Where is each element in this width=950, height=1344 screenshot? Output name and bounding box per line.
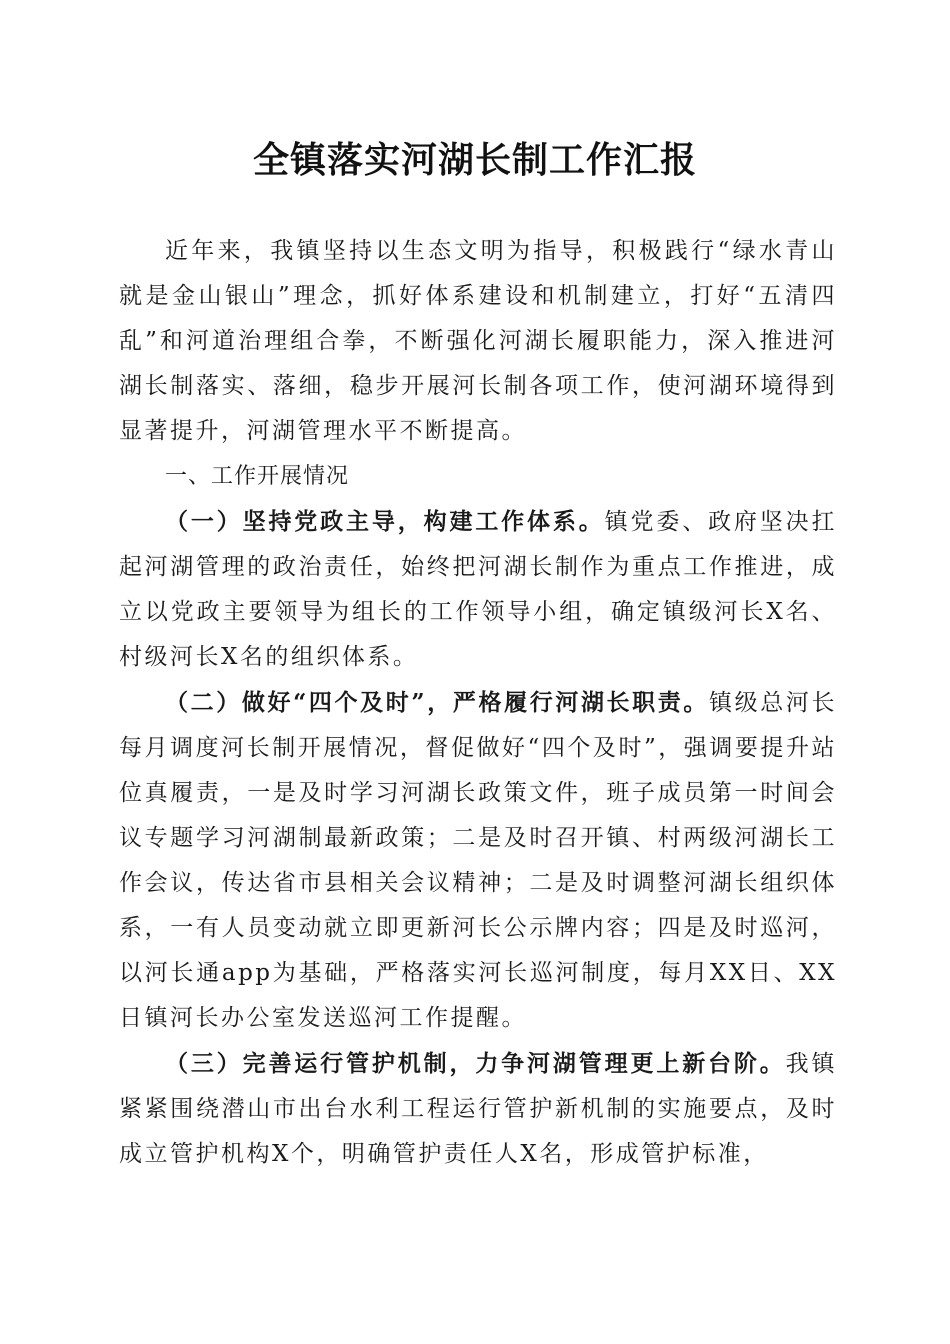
subsection-2-heading: （二）做好“四个及时”，严格履行河湖长职责。 — [165, 689, 710, 716]
subsection-1-paragraph — [119, 499, 837, 680]
subsection-3-paragraph — [119, 1041, 837, 1177]
subsection-2-paragraph — [119, 680, 837, 1041]
section-heading: 一、工作开展情况 — [165, 464, 350, 489]
subsection-3-heading: （三）完善运行管护机制，力争河湖管理更上新台阶。 — [165, 1050, 786, 1077]
subsection-3-text: 我镇紧紧围绕潜山市出台水利工程运行管护新机制的实施要点，及时成立管护机构X个，明确管护责任人X名，形成管护标准， — [119, 1051, 838, 1167]
subsection-1-text: 镇党委、政府坚决扛起河湖管理的政治责任，始终把河湖长制作为重点工作推进，成立以党政主要领导为组长的工作领导小组，确定镇级河长X名、村级河长X名的组织体系。 — [119, 509, 838, 670]
document-title: 全镇落实河湖长制工作汇报 — [252, 139, 697, 181]
document-body — [119, 229, 837, 1177]
subsection-2-text: 镇级总河长每月调度河长制开展情况，督促做好“四个及时”，强调要提升站位真履责，一是及时学习河湖长政策文件，班子成员第一时间会议专题学习河湖制最新政策；二是及时召开镇、村两级河湖长工作会议，传达省市县相关会议精神；二是及时调整河湖长组织体系，一有人员变动就立即更新河长公示牌内容；四是及时巡河，以河长通app为基础，严格落实河长巡河制度，每月XX日、XX日镇河长办公室发送巡河工作提醒。 — [119, 690, 837, 1031]
intro-paragraph: 近年来，我镇坚持以生态文明为指导，积极践行“绿水青山就是金山银山”理念，抓好体系建设和机制建立，打好“五清四乱”和河道治理组合拳，不断强化河湖长履职能力，深入推进河湖长制落实、落细，稳步开展河长制各项工作，使河湖环境得到显著提升，河湖管理水平不断提高。 — [119, 238, 837, 444]
subsection-1-heading: （一）坚持党政主导，构建工作体系。 — [165, 508, 605, 535]
